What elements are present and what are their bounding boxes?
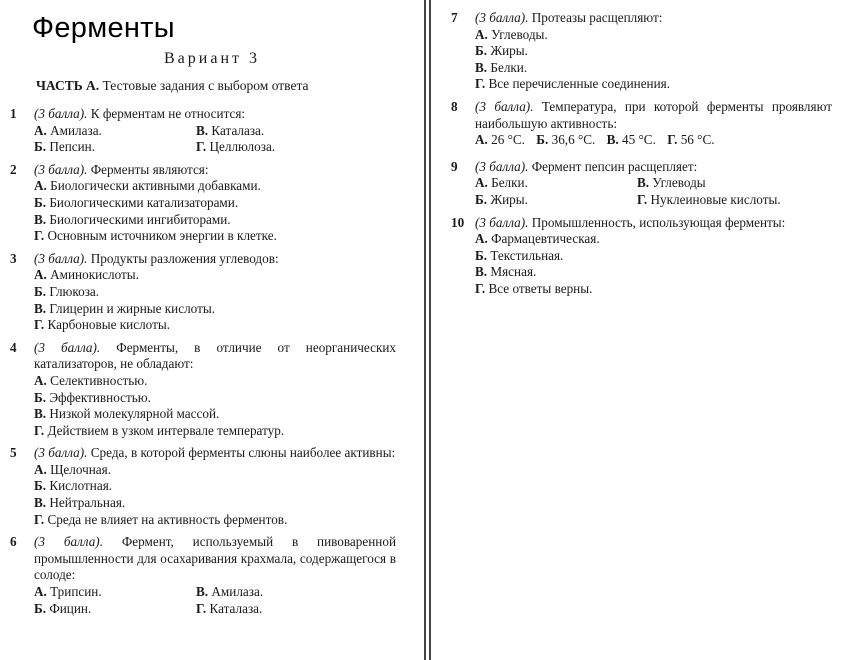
option-text: Целлюлоза.	[209, 139, 276, 155]
option	[196, 139, 396, 156]
question-7	[451, 10, 832, 93]
option	[637, 175, 832, 192]
option-letter: Г.	[34, 317, 45, 333]
question-stem: Продукты разложения углеводов:	[90, 250, 279, 266]
option-text: Биологическими ингибиторами.	[49, 211, 231, 227]
option-letter: Б.	[34, 139, 47, 155]
option	[475, 264, 832, 281]
option-letter: Г.	[475, 76, 486, 92]
option-letter: Б.	[475, 43, 488, 59]
question-points: (3 балла).	[34, 339, 101, 355]
option	[34, 139, 196, 156]
options	[475, 175, 832, 208]
option	[475, 281, 832, 298]
option	[34, 267, 396, 284]
option	[34, 373, 396, 390]
option-letter: А.	[34, 178, 47, 194]
option-text: Глюкоза.	[49, 283, 100, 299]
option-text: Амилаза.	[50, 122, 102, 138]
option-letter: Б.	[475, 191, 488, 207]
question-9	[451, 158, 832, 209]
option-letter: Г.	[637, 191, 648, 207]
option-text: Белки.	[490, 59, 528, 75]
option-text: Жиры.	[490, 43, 528, 59]
question-points: (3 балла).	[34, 106, 88, 121]
question-stem: К ферментам не относится:	[90, 106, 246, 121]
option	[34, 301, 396, 318]
option	[34, 284, 396, 301]
option-text: Все перечисленные соединения.	[488, 76, 671, 92]
question-points: (3 балла).	[34, 445, 88, 461]
option-letter: А.	[475, 175, 488, 191]
option	[475, 231, 832, 248]
option-letter: Б.	[536, 132, 549, 148]
option-letter: В.	[196, 584, 209, 600]
question-points: (3 балла).	[475, 158, 529, 174]
option	[34, 228, 396, 245]
option-text: Карбоновые кислоты.	[47, 317, 170, 333]
option-letter: А.	[475, 132, 488, 148]
column-divider	[424, 0, 426, 660]
option-letter: А.	[475, 26, 488, 42]
option-letter: В.	[34, 495, 47, 511]
option-text: Основным источником энергии в клетке.	[47, 228, 277, 244]
option-letter: В.	[606, 132, 619, 148]
question-text	[475, 99, 832, 132]
option	[475, 76, 832, 93]
option	[475, 43, 832, 60]
options	[475, 132, 832, 149]
question-number: 6	[10, 534, 17, 550]
option-text: Текстильная.	[490, 247, 564, 263]
question-number: 1	[10, 106, 17, 121]
option	[34, 478, 396, 495]
option-letter: Б.	[34, 389, 47, 405]
option-text: Все ответы верны.	[488, 280, 593, 296]
option	[475, 175, 637, 192]
question-text	[34, 251, 396, 268]
option-text: Белки.	[491, 175, 528, 191]
question-stem: Фермент пепсин расщепляет:	[531, 158, 698, 174]
question-stem: Фермент, используемый в пивоваренной промышленности для осахаривания крахмала, содержащегося в солоде:	[34, 534, 396, 583]
option	[34, 512, 396, 529]
option	[34, 195, 396, 212]
option	[637, 192, 832, 209]
option	[475, 192, 637, 209]
option-text: 26 °С.	[491, 132, 525, 148]
option-text: Жиры.	[490, 191, 528, 207]
option	[196, 123, 396, 140]
question-text	[34, 534, 396, 584]
question-number: 4	[10, 339, 17, 355]
option	[34, 423, 396, 440]
option	[475, 60, 832, 77]
question-points: (3 балла).	[475, 10, 529, 25]
option-letter: Г.	[34, 511, 45, 527]
question-6	[10, 534, 396, 617]
option-letter: Б.	[475, 247, 488, 263]
question-stem: Ферменты являются:	[90, 161, 209, 177]
question-text	[34, 445, 396, 462]
question-text	[34, 162, 396, 179]
option-letter: Г.	[34, 228, 45, 244]
option-text: Глицерин и жирные кислоты.	[49, 300, 215, 316]
option	[34, 178, 396, 195]
page-title: Ферменты	[32, 12, 175, 44]
option-letter: Б.	[34, 600, 47, 616]
option-letter: А.	[34, 122, 47, 138]
option	[475, 132, 525, 147]
option-letter: Г.	[667, 132, 678, 148]
option-text: 36,6 °С.	[551, 132, 596, 148]
question-8	[451, 98, 833, 149]
question-points: (3 балла).	[475, 214, 529, 230]
option-text: Углеводы	[652, 175, 706, 191]
question-number: 2	[10, 161, 17, 177]
option-text: Амилаза.	[211, 584, 264, 600]
option	[34, 406, 396, 423]
option-text: Селективностью.	[50, 372, 148, 388]
question-number: 10	[451, 214, 465, 230]
question-text	[475, 215, 832, 232]
option-letter: В.	[475, 264, 488, 280]
question-stem: Ферменты, в отличие от неорганических катализаторов, не обладают:	[34, 339, 396, 372]
option-text: Трипсин.	[50, 584, 102, 600]
question-stem: Протеазы расщепляют:	[531, 10, 663, 25]
question-1	[10, 106, 396, 156]
option-text: Действием в узком интервале температур.	[47, 422, 285, 438]
option-letter: В.	[34, 406, 47, 422]
question-points: (3 балла).	[34, 534, 103, 550]
question-4	[10, 339, 396, 440]
option	[34, 495, 396, 512]
option-letter: Г.	[475, 280, 486, 296]
option-letter: Б.	[34, 194, 47, 210]
question-stem: Среда, в которой ферменты слюны наиболее активны:	[90, 445, 396, 461]
option	[34, 462, 396, 479]
question-2	[10, 161, 396, 245]
option	[34, 123, 196, 140]
question-text	[34, 106, 396, 123]
left-column	[10, 106, 396, 623]
question-points: (3 балла).	[34, 161, 88, 177]
option	[34, 212, 396, 229]
option-letter: В.	[34, 300, 47, 316]
question-points: (3 балла).	[34, 250, 88, 266]
option-letter: В.	[34, 211, 47, 227]
option-text: Кислотная.	[49, 478, 113, 494]
option-letter: А.	[34, 372, 47, 388]
option-text: Фицин.	[49, 600, 92, 616]
question-3	[10, 250, 396, 334]
question-number: 7	[451, 10, 458, 25]
option-text: Биологически активными добавками.	[50, 178, 261, 194]
option-letter: В.	[475, 59, 488, 75]
option	[475, 248, 832, 265]
option-letter: Г.	[196, 139, 207, 155]
question-number: 9	[451, 158, 458, 174]
question-5	[10, 445, 396, 528]
option-text: Нуклеиновые кислоты.	[650, 191, 781, 207]
option-letter: В.	[196, 122, 209, 138]
options	[34, 584, 396, 617]
option-letter: А.	[34, 461, 47, 477]
question-points: (3 балла).	[475, 98, 534, 114]
option-text: Пепсин.	[49, 139, 96, 155]
option-letter: А.	[34, 267, 47, 283]
option	[196, 601, 396, 618]
column-divider	[429, 0, 431, 660]
option-letter: Г.	[196, 600, 207, 616]
part-heading	[36, 78, 309, 94]
question-text	[475, 10, 832, 27]
option-letter: В.	[637, 175, 650, 191]
option-text: 45 °С.	[622, 132, 656, 148]
question-text	[34, 340, 396, 373]
option-letter: Б.	[34, 283, 47, 299]
option	[34, 390, 396, 407]
option	[536, 132, 595, 147]
option	[667, 132, 714, 147]
question-number: 8	[451, 98, 458, 114]
option-text: Низкой молекулярной массой.	[49, 406, 220, 422]
part-label: ЧАСТЬ А.	[36, 78, 100, 93]
option	[607, 132, 656, 147]
option-text: Каталаза.	[211, 122, 265, 138]
question-text	[475, 159, 832, 176]
option-text: Щелочная.	[50, 461, 112, 477]
option	[475, 27, 832, 44]
option-text: Фармацевтическая.	[491, 231, 600, 247]
option	[34, 601, 196, 618]
question-number: 3	[10, 250, 17, 266]
part-text: Тестовые задания с выбором ответа	[102, 78, 309, 93]
question-10	[451, 214, 832, 298]
option-text: 56 °С.	[680, 132, 715, 148]
option	[34, 584, 196, 601]
option-text: Аминокислоты.	[50, 267, 139, 283]
option-text: Эффективностью.	[49, 389, 151, 405]
question-stem: Промышленность, использующая ферменты:	[531, 214, 786, 230]
option-letter: Г.	[34, 422, 45, 438]
option-letter: Б.	[34, 478, 47, 494]
option-text: Мясная.	[490, 264, 537, 280]
option-text: Каталаза.	[209, 600, 263, 616]
option-letter: А.	[34, 584, 47, 600]
options	[34, 123, 396, 156]
option-text: Нейтральная.	[49, 495, 126, 511]
option-text: Углеводы.	[491, 26, 548, 42]
option-text: Среда не влияет на активность ферментов.	[47, 511, 288, 527]
option-text: Биологическими катализаторами.	[49, 194, 239, 210]
question-stem: Температура, при которой ферменты проявляют наибольшую активность:	[475, 98, 833, 131]
option-letter: А.	[475, 231, 488, 247]
right-column	[451, 10, 833, 304]
question-number: 5	[10, 445, 17, 461]
option	[196, 584, 396, 601]
variant-heading: Вариант 3	[164, 50, 260, 67]
option	[34, 317, 396, 334]
